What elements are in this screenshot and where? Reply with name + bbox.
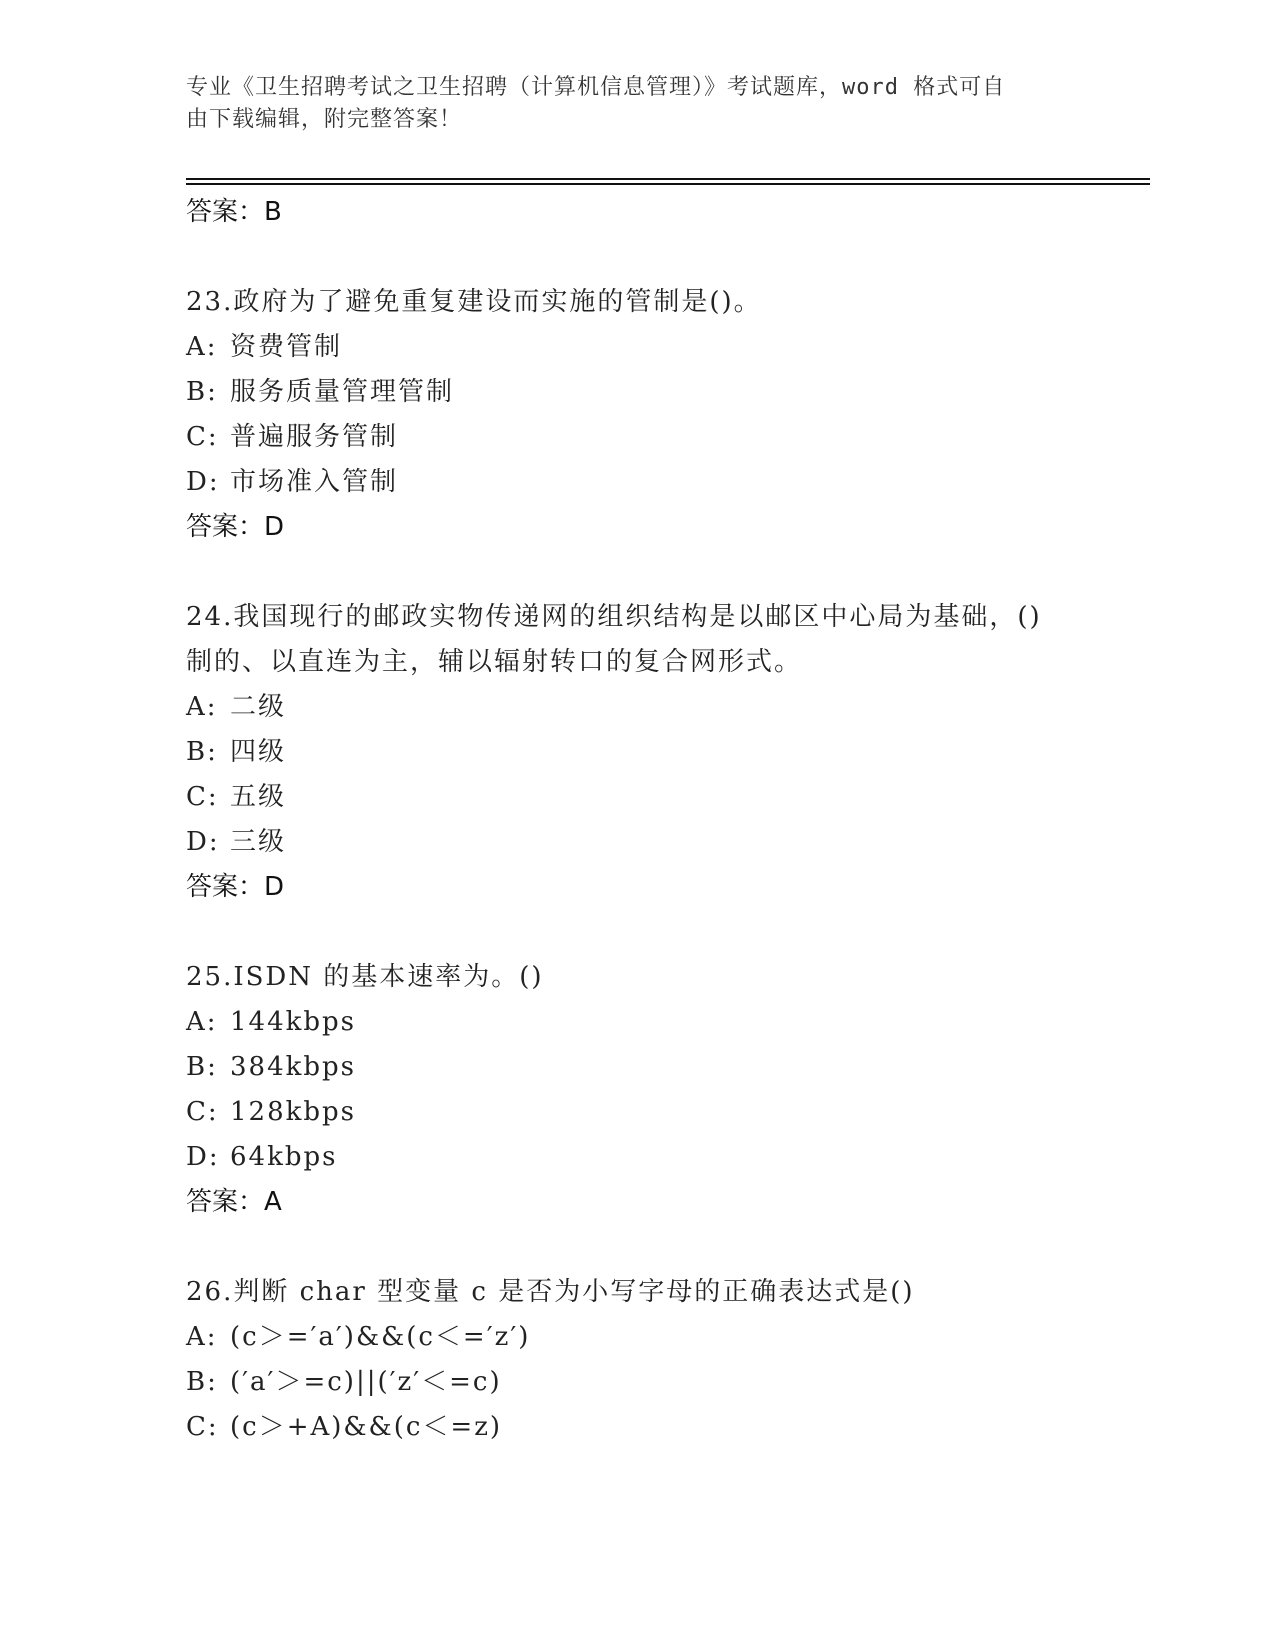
option-text: 144kbps (230, 1007, 357, 1037)
header-rule-bottom (186, 183, 1150, 185)
question-25 (186, 955, 1150, 1225)
option-d (186, 820, 1150, 865)
option-letter: A: (186, 1007, 218, 1037)
option-text: (c＞=′a′)&&(c＜=′z′) (230, 1322, 531, 1352)
option-c (186, 1090, 1150, 1135)
option-text: 服务质量管理管制 (230, 377, 455, 407)
option-letter: B: (186, 1367, 218, 1397)
option-letter: C: (186, 782, 219, 812)
option-text: 五级 (230, 782, 287, 812)
option-text: 64kbps (230, 1142, 338, 1172)
option-b (186, 370, 1150, 415)
option-text: 四级 (230, 737, 287, 767)
option-text: 普遍服务管制 (230, 422, 399, 452)
option-letter: C: (186, 1097, 219, 1127)
question-stem-continued: 制的、以直连为主，辅以辐射转口的复合网形式。 (186, 647, 803, 677)
option-text: (′a′＞=c)||(′z′＜=c) (230, 1367, 502, 1397)
question-stem: 25.ISDN 的基本速率为。() (186, 962, 544, 992)
option-letter: D: (186, 1142, 220, 1172)
option-letter: D: (186, 467, 220, 497)
option-text: 384kbps (230, 1052, 357, 1082)
option-text: 三级 (230, 827, 287, 857)
option-b (186, 1360, 1150, 1405)
option-a (186, 325, 1150, 370)
option-c (186, 1405, 1150, 1450)
question-stem: 26.判断 char 型变量 c 是否为小写字母的正确表达式是() (186, 1277, 915, 1307)
option-letter: B: (186, 377, 218, 407)
option-text: 128kbps (230, 1097, 357, 1127)
answer-line: 答案：A (186, 1187, 282, 1217)
header-line-1: 专业《卫生招聘考试之卫生招聘（计算机信息管理）》考试题库，word 格式可自 (186, 75, 1006, 100)
question-stem: 24.我国现行的邮政实物传递网的组织结构是以邮区中心局为基础，() (186, 602, 1042, 632)
option-a (186, 1000, 1150, 1045)
option-letter: A: (186, 332, 218, 362)
header-line-2: 由下载编辑，附完整答案！ (186, 107, 463, 132)
option-text: 二级 (230, 692, 287, 722)
option-letter: A: (186, 1322, 218, 1352)
option-text: (c＞+A)&&(c＜=z) (230, 1412, 503, 1442)
option-c (186, 415, 1150, 460)
option-letter: B: (186, 1052, 218, 1082)
option-text: 市场准入管制 (230, 467, 399, 497)
option-letter: C: (186, 1412, 219, 1442)
option-letter: B: (186, 737, 218, 767)
option-d (186, 460, 1150, 505)
option-text: 资费管制 (230, 332, 343, 362)
document-header (186, 72, 1066, 136)
answer-line: 答案：D (186, 512, 285, 542)
option-c (186, 775, 1150, 820)
question-stem: 23.政府为了避免重复建设而实施的管制是()。 (186, 287, 762, 317)
option-letter: A: (186, 692, 218, 722)
question-23 (186, 280, 1150, 550)
option-letter: D: (186, 827, 220, 857)
previous-answer: 答案：B (186, 197, 282, 227)
question-24 (186, 595, 1150, 910)
answer-line: 答案：D (186, 872, 285, 902)
option-d (186, 1135, 1150, 1180)
option-b (186, 1045, 1150, 1090)
option-a (186, 1315, 1150, 1360)
header-rule-top (186, 178, 1150, 180)
question-26 (186, 1270, 1150, 1450)
question-list (186, 190, 1150, 1450)
option-b (186, 730, 1150, 775)
option-a (186, 685, 1150, 730)
option-letter: C: (186, 422, 219, 452)
